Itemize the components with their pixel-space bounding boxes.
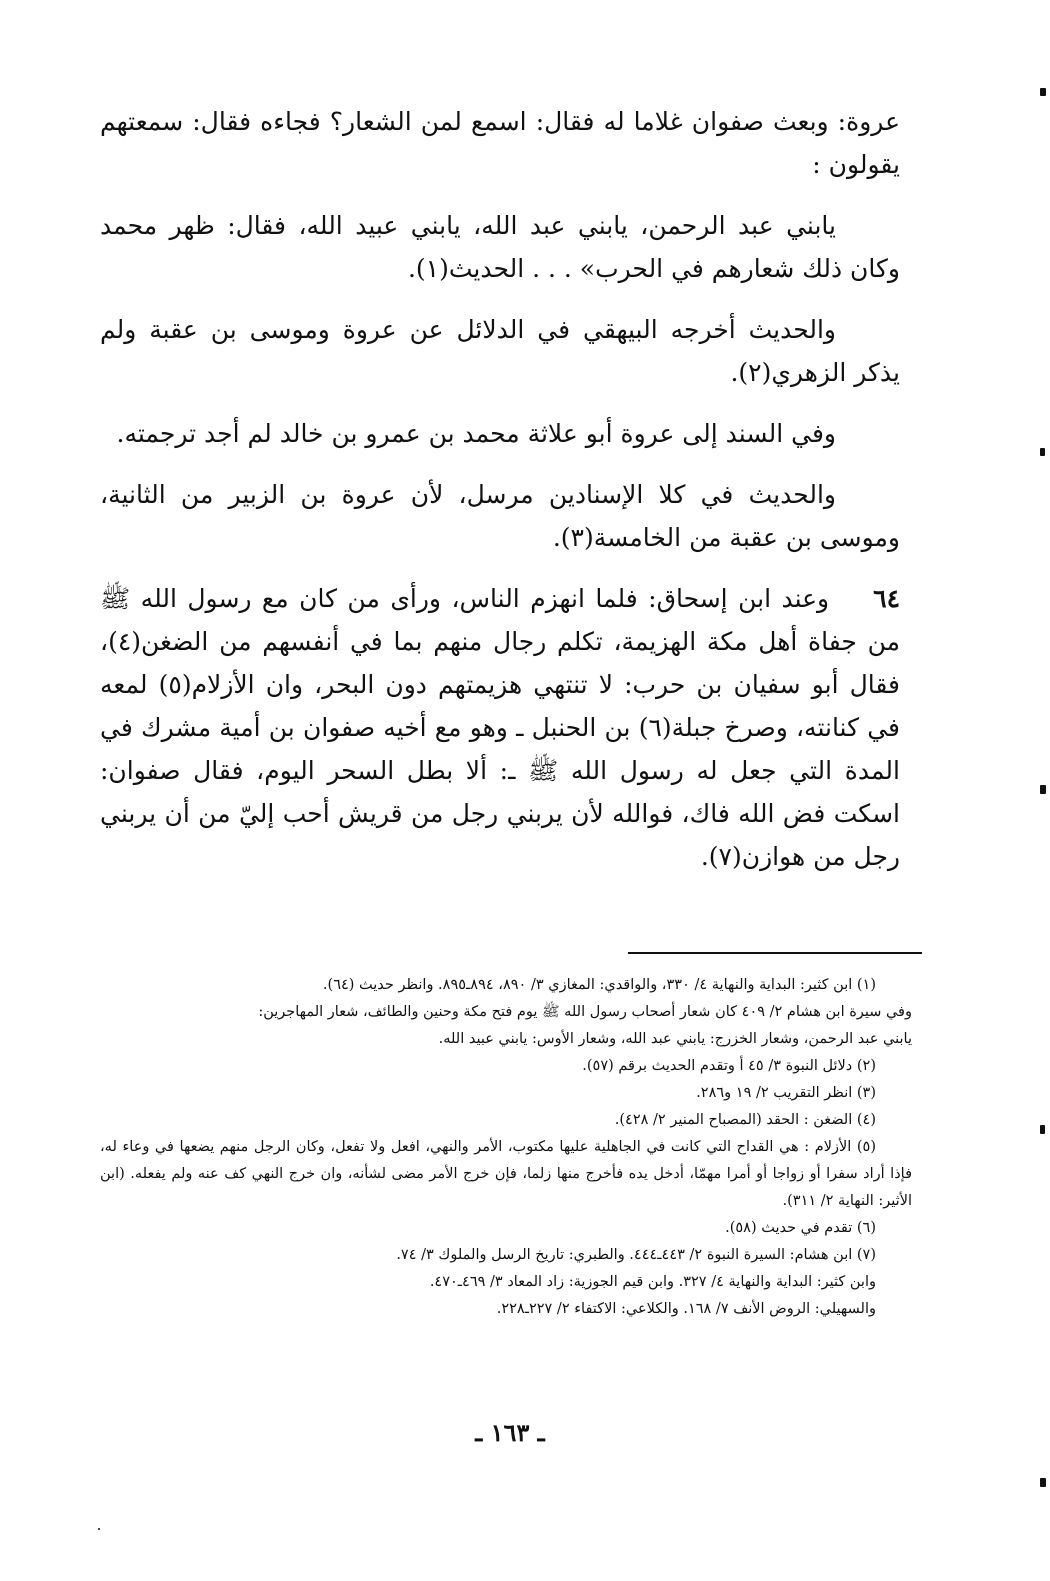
footnote-6: (٦) تقدم في حديث (٥٨). [725,1220,876,1236]
page-number: ـ ١٦٣ ـ [475,1418,545,1447]
entry-number: ٦٤ [873,584,900,613]
main-text [100,100,900,896]
scan-mark-upper [1040,448,1045,456]
paragraph-6 [100,577,900,878]
paragraph-4: وفي السند إلى عروة أبو علاثة محمد بن عمرو بن خالد لم أجد ترجمته. [116,419,836,448]
footnote-7: (٧) ابن هشام: السيرة النبوة ٢/ ٤٤٣ـ٤٤٤. والطبري: تاريخ الرسل والملوك ٣/ ٧٤. [396,1247,876,1263]
scan-mark-bottom [1040,1478,1046,1487]
footnote-1-cont-a: وفي سيرة ابن هشام ٢/ ٤٠٩ كان شعار أصحاب رسول الله ﷺ يوم فتح مكة وحنين والطائف، شعار المهاجرين: [258,1004,912,1020]
footnote-3: (٣) انظر التقريب ٢/ ١٩ و٢٨٦. [696,1085,876,1101]
footnote-7-cont-b: والسهيلي: الروض الأنف ٧/ ١٦٨. والكلاعي: الاكتفاء ٢/ ٢٢٧ـ٢٢٨. [496,1301,876,1317]
scan-mark-top [1040,88,1046,96]
scan-dot [98,1528,100,1530]
footnote-5: (٥) الأزلام : هي القداح التي كانت في الجاهلية عليها مكتوب، الأمر والنهي، افعل ولا تفعل، وكان الرجل منهم يضعها في وعاء له، فإذا أراد سفرا أو زواجا أو أمرا مهمّا، أدخل يده فأخرج منها زلما، فإن خرج الأمر مضى لشأنه، وان خرج النهي كف عنه ولم يفعله. (ابن الأثير: النهاية ٢/ ٣١١). [100,1139,912,1209]
footnote-2: (٢) دلائل النبوة ٣/ ٤٥ أ وتقدم الحديث برقم (٥٧). [582,1058,876,1074]
paragraph-2: يابني عبد الرحمن، يابني عبد الله، يابني عبيد الله، فقال: ظهر محمد وكان ذلك شعارهم في الحرب» . . . الحديث(١). [100,211,900,283]
paragraph-3: والحديث أخرجه البيهقي في الدلائل عن عروة وموسى بن عقبة ولم يذكر الزهري(٢). [100,315,900,387]
footnote-4: (٤) الضغن : الحقد (المصباح المنير ٢/ ٤٢٨). [614,1112,876,1128]
paragraph-1: عروة: وبعث صفوان غلاما له فقال: اسمع لمن الشعار؟ فجاءه فقال: سمعتهم يقولون : [100,107,900,179]
paragraph-5: والحديث في كلا الإسنادين مرسل، لأن عروة بن الزبير من الثانية، وموسى بن عقبة من الخامسة(٣). [100,480,900,552]
scan-mark-middle [1040,785,1046,794]
footnote-7-cont-a: وابن كثير: البداية والنهاية ٤/ ٣٢٧. وابن قيم الجوزية: زاد المعاد ٣/ ٤٦٩ـ٤٧٠. [429,1274,876,1290]
footnotes [100,972,912,1323]
footnote-divider [628,952,922,954]
footnote-1-cont-b: يابني عبد الرحمن، وشعار الخزرج: يابني عبد الله، وشعار الأوس: يابني عبيد الله. [438,1031,912,1047]
paragraph-6-text: وعند ابن إسحاق: فلما انهزم الناس، ورأى من كان مع رسول الله ﷺ من جفاة أهل مكة الهزيمة، تكلم رجال منهم بما في أنفسهم من الضغن(٤)، فقال أبو سفيان بن حرب: لا تنتهي هزيمتهم دون البحر، وان الأزلام(٥) لمعه في كنانته، وصرخ جبلة(٦) بن الحنبل ـ وهو مع أخيه صفوان بن أمية مشرك في المدة التي جعل له رسول الله ﷺ ـ: ألا بطل السحر اليوم، فقال صفوان: اسكت فض الله فاك، فوالله لأن يربني رجل من قريش أحب إليّ من أن يربني رجل من هوازن(٧). [100,584,900,871]
scan-mark-lower [1040,1125,1045,1134]
footnote-1: (١) ابن كثير: البداية والنهاية ٤/ ٣٣٠، والواقدي: المغازي ٣/ ٨٩٠، ٨٩٤ـ٨٩٥. وانظر حديث (٦٤). [322,977,876,993]
